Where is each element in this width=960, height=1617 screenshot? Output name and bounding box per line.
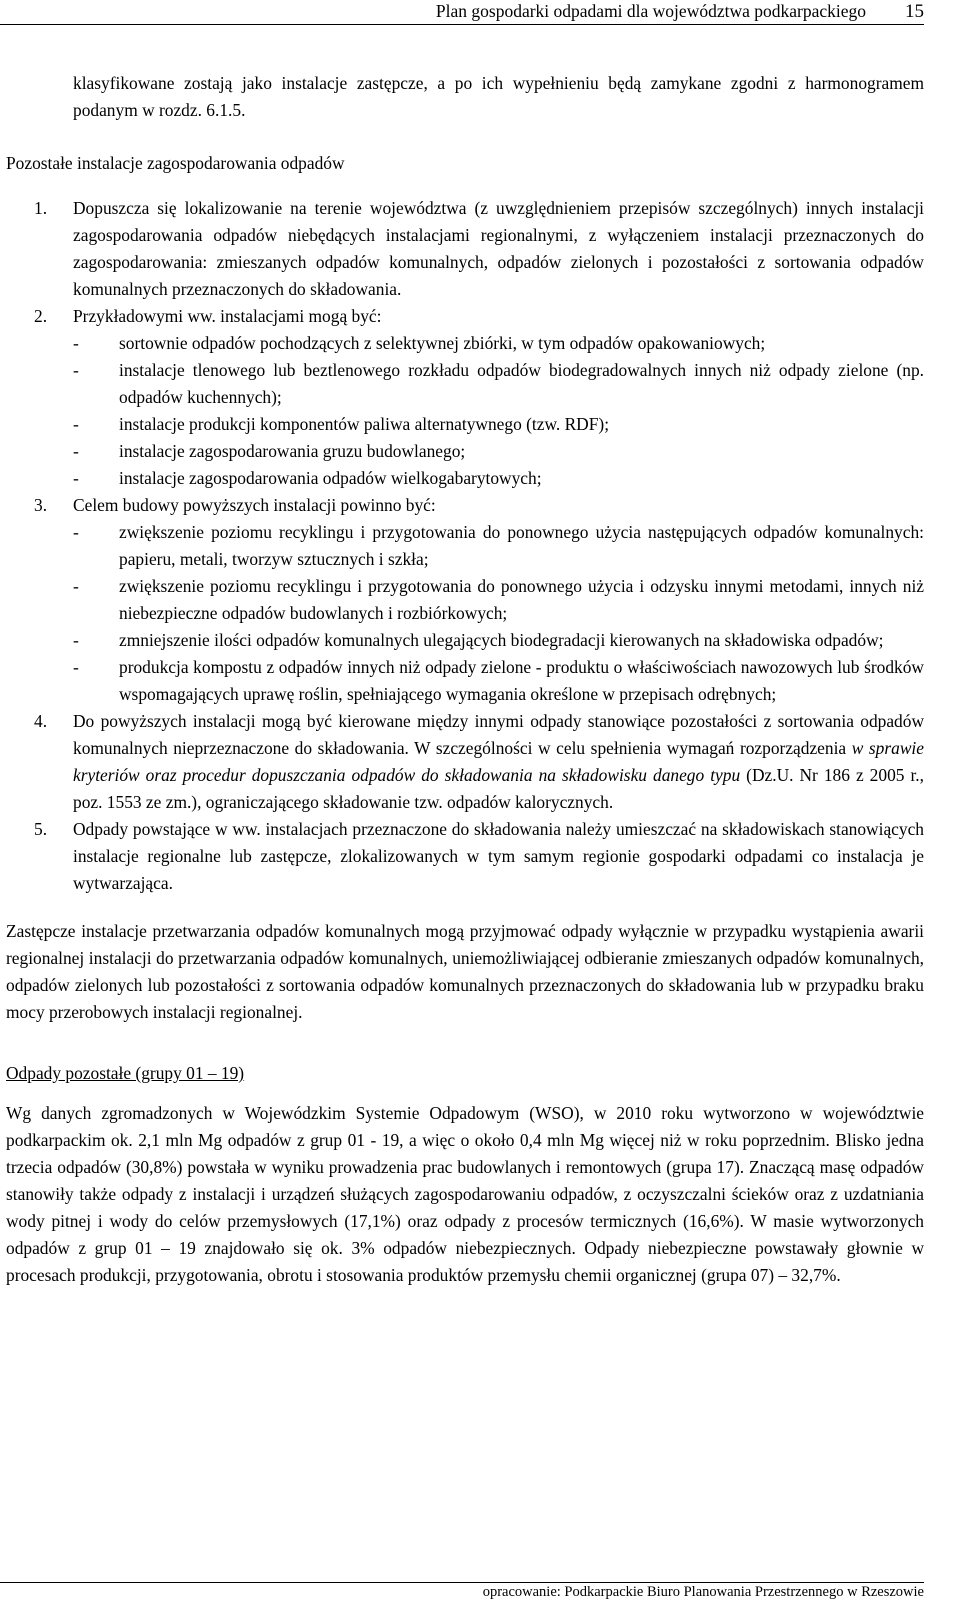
dash-marker: -	[73, 360, 79, 380]
list-item-text: Celem budowy powyższych instalacji powinno być:	[73, 495, 436, 515]
page-header	[0, 0, 924, 25]
section-heading: Pozostałe instalacje zagospodarowania odpadów	[6, 153, 345, 173]
bullet-text: instalacje produkcji komponentów paliwa alternatywnego (tzw. RDF);	[119, 414, 610, 434]
list-item-text: Odpady powstające w ww. instalacjach przeznaczone do składowania należy umieszczać na składowiskach stanowiących instalacje regionalne lub zastępcze, zlokalizowanych w tym samym regionie gospodarki odpadami co instalacja je wytwarzająca.	[73, 819, 924, 893]
page-number: 15	[905, 1, 924, 22]
bullet-list	[73, 330, 924, 492]
dash-marker: -	[73, 576, 79, 596]
list-item-3	[6, 492, 924, 708]
list-item-2	[6, 303, 924, 492]
footer-divider	[0, 1582, 924, 1583]
dash-marker: -	[73, 441, 79, 461]
bullet-text: zmniejszenie ilości odpadów komunalnych ulegających biodegradacji kierowanych na składowiska odpadów;	[119, 630, 884, 650]
document-body	[6, 70, 924, 1289]
bullet-text: zwiększenie poziomu recyklingu i przygotowania do ponownego użycia następujących odpadów komunalnych: papieru, metali, tworzyw sztucznych i szkła;	[119, 522, 924, 569]
list-item-text: Do powyższych instalacji mogą być kierowane między innymi odpady stanowiące pozostałości z sortowania odpadów komunalnych nieprzeznaczone do składowania. W szczególności w celu spełnienia wymagań rozporządzenia	[73, 711, 924, 758]
bullet-item	[73, 519, 924, 573]
bullet-text: instalacje zagospodarowania odpadów wielkogabarytowych;	[119, 468, 542, 488]
bullet-text: instalacje zagospodarowania gruzu budowlanego;	[119, 441, 466, 461]
header-title: Plan gospodarki odpadami dla województwa podkarpackiego	[435, 1, 866, 21]
intro-paragraph: klasyfikowane zostają jako instalacje zastępcze, a po ich wypełnieniu będą zamykane zgodni z harmonogramem podanym w rozdz. 6.1.5.	[73, 73, 924, 120]
list-number: 4.	[34, 711, 48, 731]
dash-marker: -	[73, 414, 79, 434]
wso-data-paragraph: Wg danych zgromadzonych w Wojewódzkim Systemie Odpadowym (WSO), w 2010 roku wytworzono w województwie podkarpackim ok. 2,1 mln Mg odpadów z grup 01 - 19, a więc o około 0,4 mln Mg więcej niż w roku poprzednim. Blisko jedna trzecia odpadów (30,8%) powstała w wyniku prowadzenia prac budowlanych i remontowych (grupa 17). Znaczącą masę odpadów stanowiły także odpady z instalacji i urządzeń służących zagospodarowaniu odpadów, z oczyszczalni ścieków oraz z uzdatniania wody pitnej i wody do celów przemysłowych (17,1%) oraz odpady z procesów termicznych (16,6%). W masie wytworzonych odpadów z grup 01 – 19 znajdowało się ok. 3% odpadów niebezpiecznych. Odpady niebezpieczne powstawały głownie w procesach produkcji, przygotowania, obrotu i stosowania produktów przemysłu chemii organicznej (grupa 07) – 32,7%.	[6, 1103, 924, 1285]
list-item-1	[6, 195, 924, 303]
bullet-list	[73, 519, 924, 708]
dash-marker: -	[73, 657, 79, 677]
bullet-item	[73, 357, 924, 411]
dash-marker: -	[73, 630, 79, 650]
list-item-text: Dopuszcza się lokalizowanie na terenie województwa (z uwzględnieniem przepisów szczególnych) innych instalacji zagospodarowania odpadów niebędących instalacjami regionalnymi, z wyłączeniem instalacji przeznaczonych do zagospodarowania: zmieszanych odpadów komunalnych, odpadów zielonych i pozostałości z sortowania odpadów komunalnych przeznaczonych do składowania.	[73, 198, 924, 299]
list-item-text: Przykładowymi ww. instalacjami mogą być:	[73, 306, 382, 326]
subsection-heading: Odpady pozostałe (grupy 01 – 19)	[6, 1063, 245, 1083]
bullet-item	[73, 654, 924, 708]
bullet-item	[73, 438, 924, 465]
bullet-text: sortownie odpadów pochodzących z selektywnej zbiórki, w tym odpadów opakowaniowych;	[119, 333, 766, 353]
list-item-4	[6, 708, 924, 816]
list-number: 5.	[34, 819, 48, 839]
dash-marker: -	[73, 522, 79, 542]
dash-marker: -	[73, 333, 79, 353]
regulation-title: w sprawie kryteriów oraz procedur dopuszczania odpadów do składowania na składowisku danego typu	[73, 738, 924, 785]
replacement-installations-paragraph: Zastępcze instalacje przetwarzania odpadów komunalnych mogą przyjmować odpady wyłącznie w przypadku wystąpienia awarii regionalnej instalacji do przetwarzania odpadów komunalnych, uniemożliwiającej odbieranie zmieszanych odpadów komunalnych, odpadów zielonych lub pozostałości z sortowania odpadów komunalnych przeznaczonych do składowania lub w przypadku braku mocy przerobowych instalacji regionalnej.	[6, 921, 924, 1022]
bullet-item	[73, 573, 924, 627]
dash-marker: -	[73, 468, 79, 488]
bullet-text: instalacje tlenowego lub beztlenowego rozkładu odpadów biodegradowalnych innych niż odpady zielone (np. odpadów kuchennych);	[119, 360, 924, 407]
numbered-list	[6, 195, 924, 897]
list-number: 2.	[34, 306, 48, 326]
list-number: 1.	[34, 198, 48, 218]
list-item-5	[6, 816, 924, 897]
bullet-text: zwiększenie poziomu recyklingu i przygotowania do ponownego użycia i odzysku innymi metodami, innych niż niebezpieczne odpadów budowlanych i rozbiórkowych;	[119, 576, 924, 623]
bullet-item	[73, 465, 924, 492]
bullet-text: produkcja kompostu z odpadów innych niż odpady zielone - produktu o właściwościach nawozowych lub środków wspomagających uprawę roślin, spełniającego wymagania określone w przepisach odrębnych;	[119, 657, 924, 704]
page-footer: opracowanie: Podkarpackie Biuro Planowania Przestrzennego w Rzeszowie	[482, 1584, 924, 1600]
list-number: 3.	[34, 495, 48, 515]
bullet-item	[73, 411, 924, 438]
list-item-text: (Dz.U. Nr 186 z 2005 r., poz. 1553 ze zm.), ograniczającego składowanie tzw. odpadów kalorycznych.	[73, 765, 924, 812]
bullet-item	[73, 330, 924, 357]
bullet-item	[73, 627, 924, 654]
